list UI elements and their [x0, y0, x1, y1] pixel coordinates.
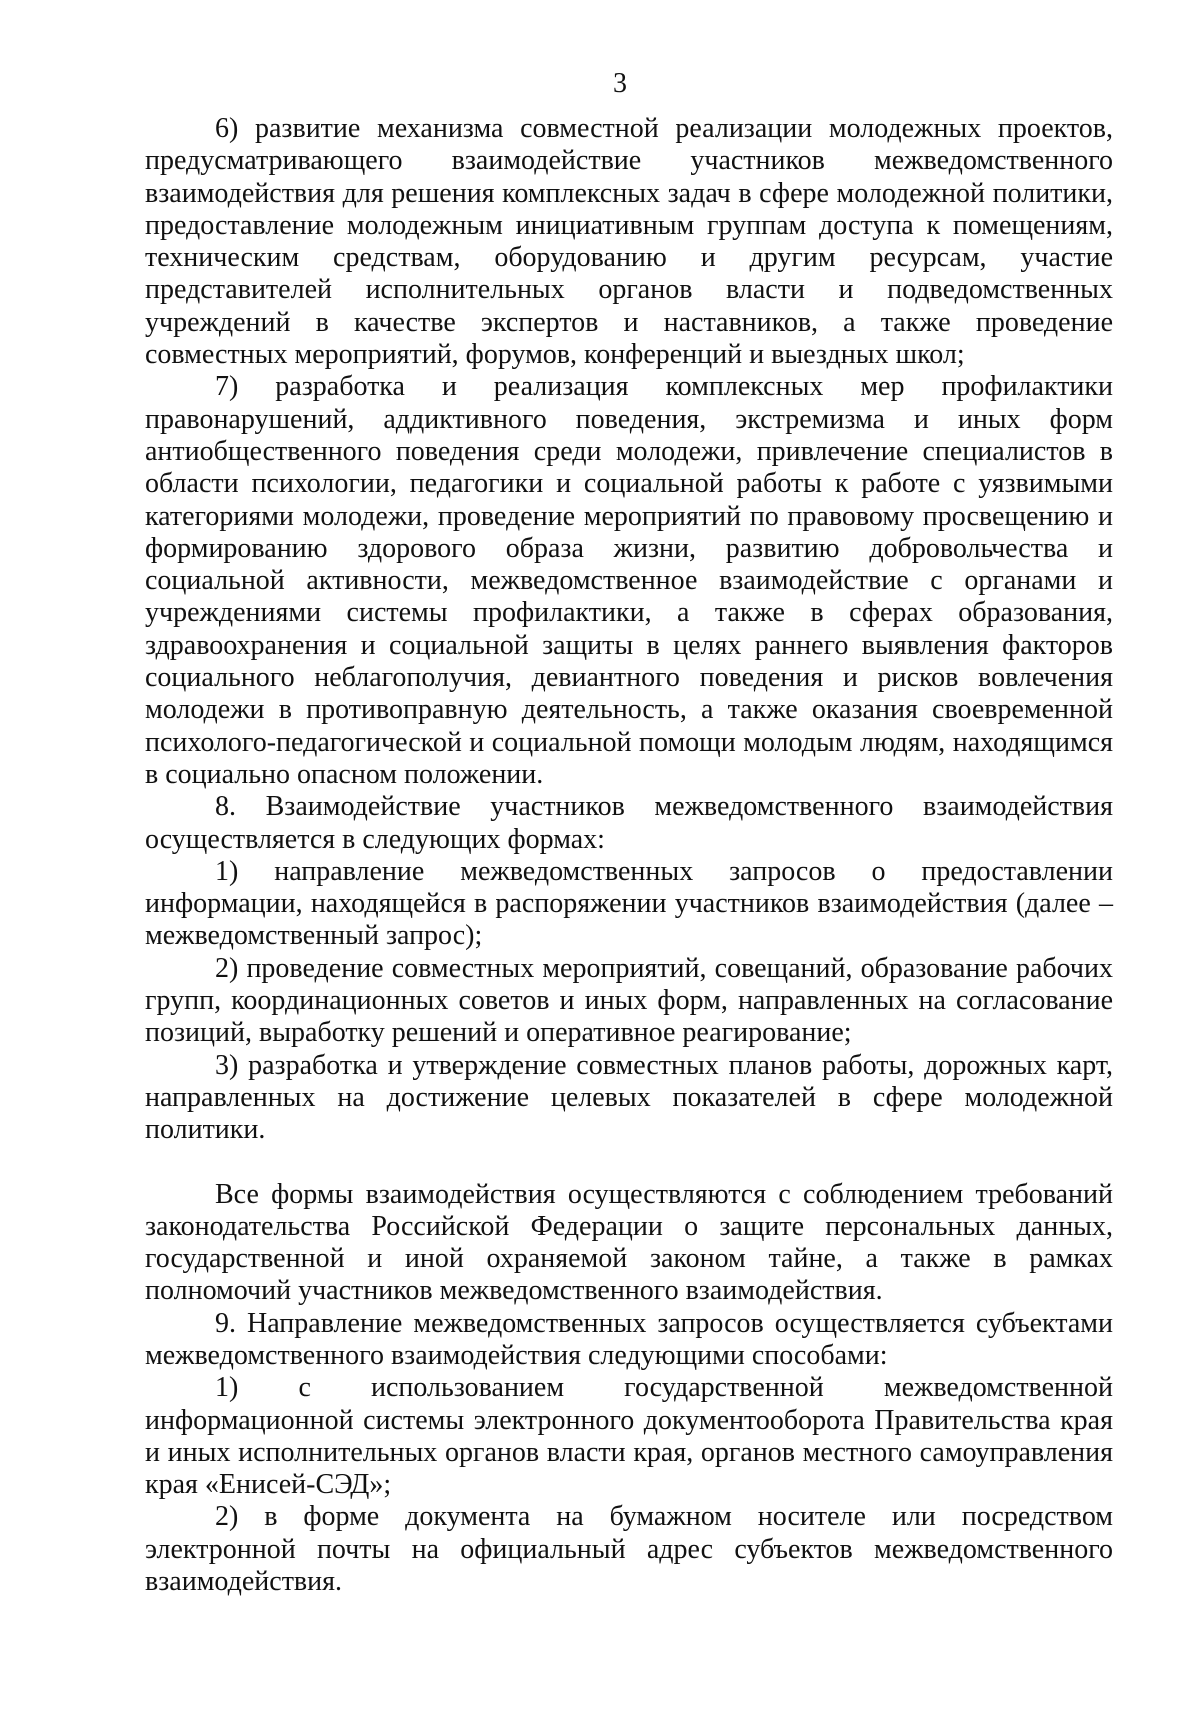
paragraph-method-2: 2) в форме документа на бумажном носителе или посредством электронной почты на официальный адрес субъектов межведомственного взаимодействия. [145, 1501, 1113, 1598]
paragraph-item-7: 7) разработка и реализация комплексных мер профилактики правонарушений, аддиктивного поведения, экстремизма и иных форм антиобщественного поведения среди молодежи, привлечение специалистов в области психологии, педагогики и социальной работы к работе с уязвимыми категориями молодежи, проведение мероприятий по правовому просвещению и формированию здорового образа жизни, развитию добровольчества и социальной активности, межведомственное взаимодействие с органами и учреждениями системы профилактики, а также в сферах образования, здравоохранения и социальной защиты в целях раннего выявления факторов социального неблагополучия, девиантного поведения и рисков вовлечения молодежи в противоправную деятельность, а также оказания своевременной психолого-педагогической и социальной помощи молодым людям, находящимся в социально опасном положении. [145, 371, 1113, 790]
paragraph-form-1: 1) направление межведомственных запросов о предоставлении информации, находящейся в распоряжении участников взаимодействия (далее – межведомственный запрос); [145, 855, 1113, 952]
paragraph-form-3: 3) разработка и утверждение совместных планов работы, дорожных карт, направленных на достижение целевых показателей в сфере молодежной политики. [145, 1049, 1113, 1146]
paragraph-section-8: 8. Взаимодействие участников межведомственного взаимодействия осуществляется в следующих формах: [145, 791, 1113, 855]
paragraph-method-1: 1) с использованием государственной межведомственной информационной системы электронного документооборота Правительства края и иных исполнительных органов власти края, органов местного самоуправления края «Енисей-СЭД»; [145, 1372, 1113, 1501]
paragraph-form-2: 2) проведение совместных мероприятий, совещаний, образование рабочих групп, координационных советов и иных форм, направленных на согласование позиций, выработку решений и оперативное реагирование; [145, 952, 1113, 1049]
paragraph-requirements: Все формы взаимодействия осуществляются с соблюдением требований законодательства Российской Федерации о защите персональных данных, государственной и иной охраняемой законом тайне, а также в рамках полномочий участников межведомственного взаимодействия. [145, 1178, 1113, 1307]
paragraph-section-9: 9. Направление межведомственных запросов осуществляется субъектами межведомственного взаимодействия следующими способами: [145, 1307, 1113, 1371]
page-number: 3 [613, 68, 627, 99]
document-body [145, 113, 1113, 1598]
paragraph-item-6: 6) развитие механизма совместной реализации молодежных проектов, предусматривающего взаимодействие участников межведомственного взаимодействия для решения комплексных задач в сфере молодежной политики, предоставление молодежным инициативным группам доступа к помещениям, техническим средствам, оборудованию и другим ресурсам, участие представителей исполнительных органов власти и подведомственных учреждений в качестве экспертов и наставников, а также проведение совместных мероприятий, форумов, конференций и выездных школ; [145, 113, 1113, 371]
